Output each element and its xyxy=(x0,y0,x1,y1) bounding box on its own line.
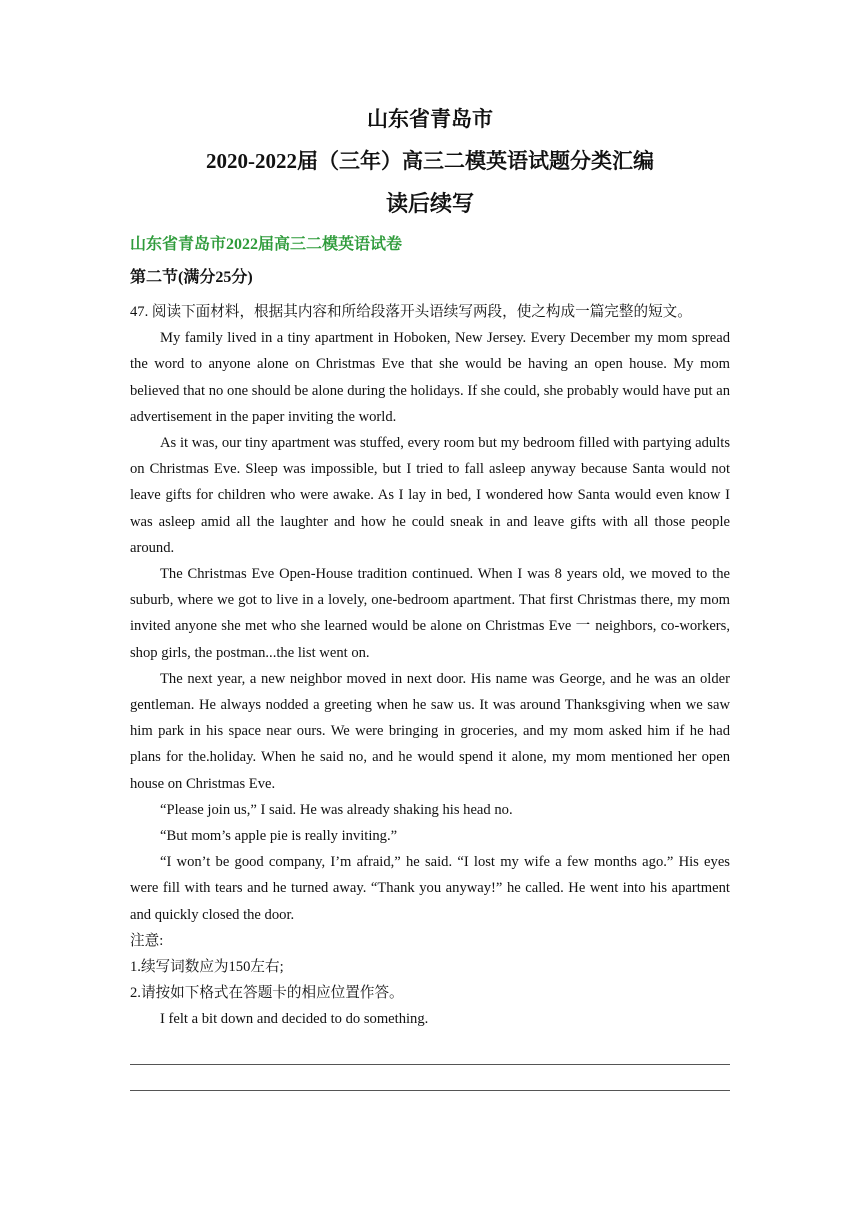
continuation-starter: I felt a bit down and decided to do something. xyxy=(160,1011,429,1028)
passage-paragraph: The next year, a new neighbor moved in next door. His name was George, and he was an older gentleman. He always nodded a greeting when he saw us. It was around Thanksgiving when we saw him park in his space near ours. We were bringing in groceries, and my mom asked him if he had plans for the.holiday. When he said no, and he would spend it alone, my mom mentioned her open house on Christmas Eve. xyxy=(130,670,730,792)
passage-paragraph: The Christmas Eve Open-House tradition continued. When I was 8 years old, we moved to the suburb, where we got to live in a lovely, one-bedroom apartment. That first Christmas there, my mom invited anyone she met who she learned would be alone on Christmas Eve 一 neighbors, co-workers, shop girls, the postman...the list went on. xyxy=(130,566,730,661)
passage-paragraph: As it was, our tiny apartment was stuffed, every room but my bedroom filled with partying adults on Christmas Eve. Sleep was impossible, but I tried to fall asleep anyway because Santa would not leave gifts for children who were awake. As I lay in bed, I wondered how Santa would even know I was asleep amid all the laughter and how he could sneak in and leave gifts with all those people around. xyxy=(130,435,730,556)
question-body xyxy=(130,299,730,1033)
answer-line xyxy=(130,1064,730,1065)
title-exam-collection: 2020-2022届（三年）高三二模英语试题分类汇编 xyxy=(206,149,654,173)
passage-paragraph: “I won’t be good company, I’m afraid,” he said. “I lost my wife a few months ago.” His eyes were fill with tears and he turned away. “Thank you anyway!” he called. He went into his apartment and quickly closed the door. xyxy=(130,854,730,923)
passage-paragraph: My family lived in a tiny apartment in Hoboken, New Jersey. Every December my mom spread the word to anyone alone on Christmas Eve that she would be having an open house. My mom believed that no one should be alone during the holidays. If she could, she probably would have put an advertisement in the paper inviting the world. xyxy=(130,330,730,425)
question-instruction: 47. 阅读下面材料，根据其内容和所给段落开头语续写两段，使之构成一篇完整的短文。 xyxy=(130,304,692,320)
passage-paragraph: “But mom’s apple pie is really inviting.” xyxy=(160,828,398,845)
title-region: 山东省青岛市 xyxy=(367,107,493,131)
answer-lines xyxy=(130,1064,730,1091)
passage-paragraph: “Please join us,” I said. He was already shaking his head no. xyxy=(160,801,513,818)
note-format: 2.请按如下格式在答题卡的相应位置作答。 xyxy=(130,985,404,1002)
notes-label: 注意: xyxy=(130,932,164,949)
title-topic: 读后续写 xyxy=(385,191,474,216)
part-heading: 第二节(满分25分) xyxy=(130,269,253,286)
section-heading: 山东省青岛市2022届高三二模英语试卷 xyxy=(130,236,403,253)
note-word-count: 1.续写词数应为150左右; xyxy=(130,959,284,976)
answer-line xyxy=(130,1090,730,1091)
